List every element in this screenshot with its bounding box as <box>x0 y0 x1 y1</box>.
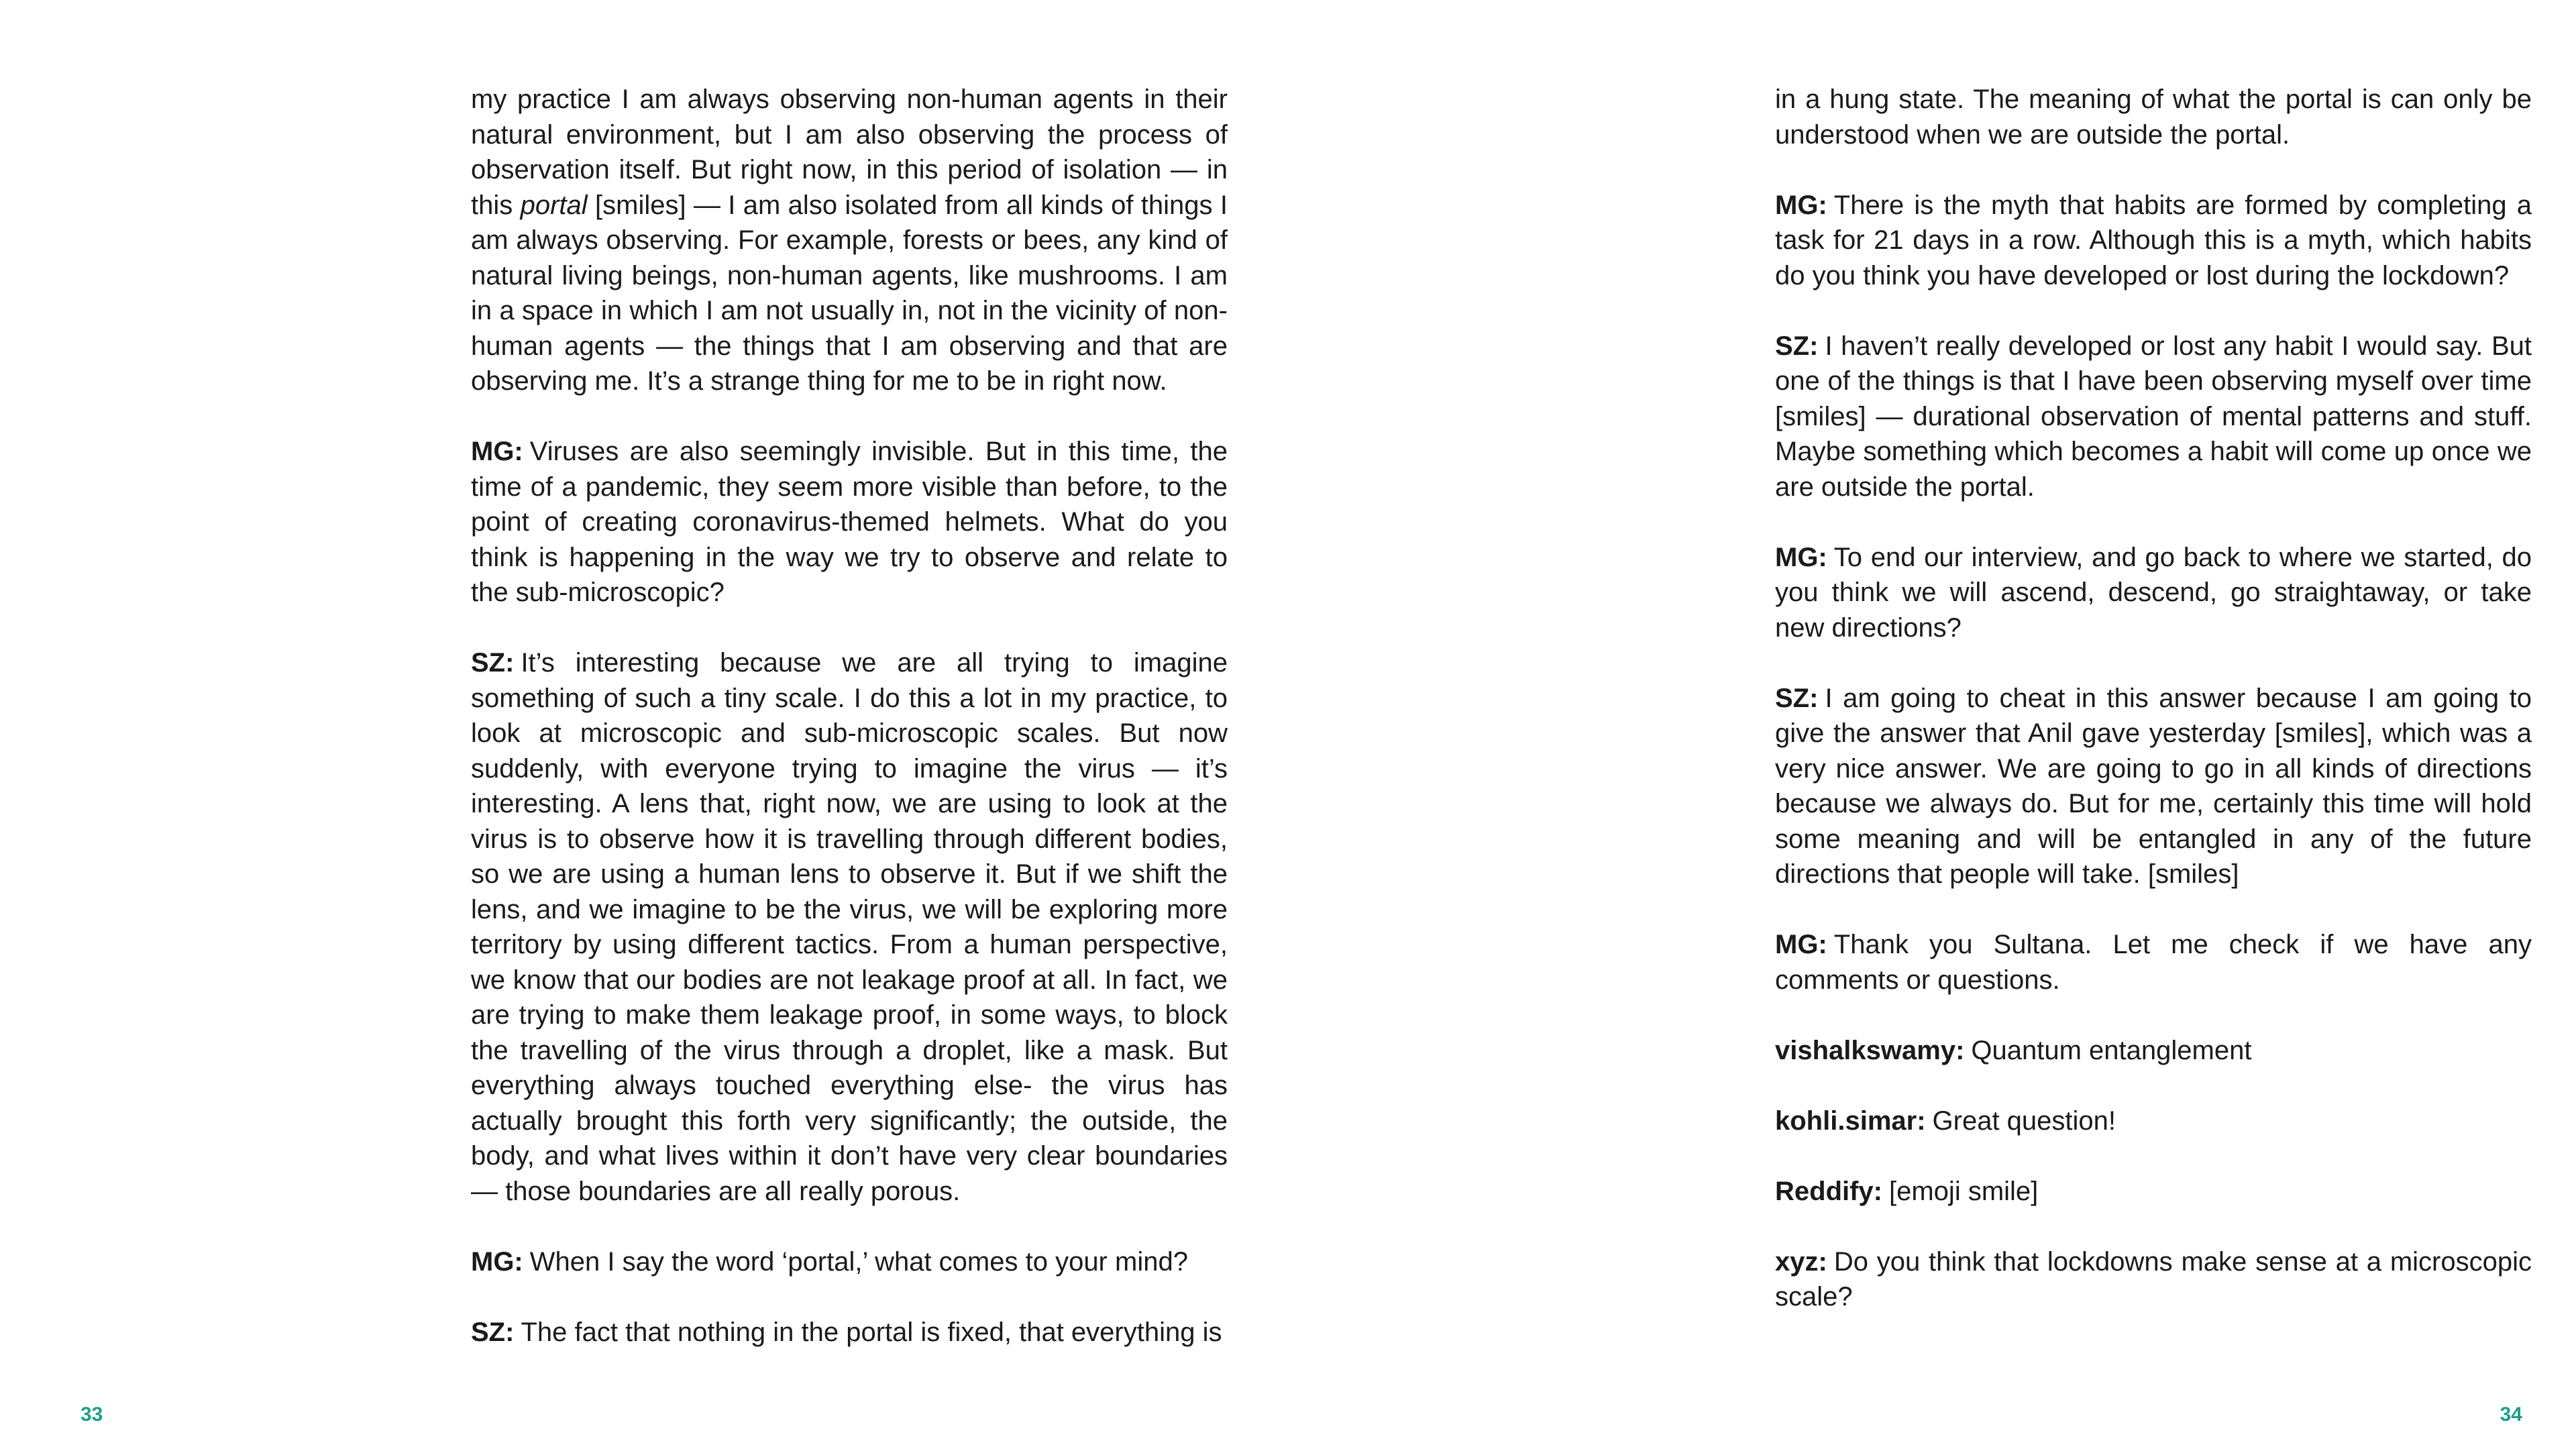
speaker-label: MG: <box>1775 930 1827 959</box>
comment <box>1775 1033 2532 1069</box>
paragraph-text: There is the myth that habits are formed by completing a task for 21 days in a row. Although this is a myth, which habits do you think you have developed or lost during the lockdown? <box>1775 190 2532 290</box>
speaker-label: SZ: <box>471 1317 515 1347</box>
paragraph <box>471 434 1228 610</box>
paragraph <box>471 82 1228 399</box>
comment <box>1775 1174 2532 1210</box>
paragraph-text: The fact that nothing in the portal is fixed, that everything is <box>521 1317 1222 1347</box>
comment-text: Great question! <box>1932 1106 2116 1136</box>
commenter-name: Reddify: <box>1775 1176 1882 1206</box>
page-number-left: 33 <box>80 1403 103 1426</box>
paragraph <box>471 645 1228 1209</box>
speaker-label: SZ: <box>471 648 515 678</box>
paragraph-text: When I say the word ‘portal,’ what comes to your mind? <box>529 1246 1188 1277</box>
paragraph-text: in a hung state. The meaning of what the portal is can only be understood when we are outside the portal. <box>1775 85 2532 150</box>
comment-text: Quantum entanglement <box>1971 1035 2252 1065</box>
comment <box>1775 1104 2532 1139</box>
text-before-emphasis: my practice I am always observing non-human agents in their natural environment, but I am also observing the process of observation itself. But right now, in this period of isolation — in this <box>471 85 1228 220</box>
speaker-label: SZ: <box>1775 331 1819 361</box>
paragraph-text: To end our interview, and go back to where we started, do you think we will ascend, descend, go straightaway, or take new directions? <box>1775 542 2532 643</box>
paragraph-text: Thank you Sultana. Let me check if we have any comments or questions. <box>1775 930 2532 995</box>
speaker-label: SZ: <box>1775 683 1819 713</box>
paragraph-text: It’s interesting because we are all trying to imagine something of such a tiny scale. I do this a lot in my practice, to look at microscopic and sub-microscopic scales. But now suddenly, with everyone trying to imagine the virus — it’s interesting. A lens that, right now, we are using to look at the virus is to observe how it is travelling through different bodies, so we are using a human lens to observe it. But if we shift the lens, and we imagine to be the virus, we will be exploring more territory by using different tactics. From a human perspective, we know that our bodies are not leakage proof at all. In fact, we are trying to make them leakage proof, in some ways, to block the travelling of the virus through a droplet, like a mask. But everything always touched everything else- the virus has actually brought this forth very significantly; the outside, the body, and what lives within it don’t have very clear boundaries — those boundaries are all really porous. <box>471 648 1228 1206</box>
emphasized-word: portal <box>520 190 588 220</box>
commenter-name: kohli.simar: <box>1775 1106 1926 1136</box>
text-after-emphasis: [smiles] — I am also isolated from all kinds of things I am always observing. For example, forests or bees, any kind of natural living beings, non-human agents, like mushrooms. I am in a space in which I am not usually in, not in the vicinity of non-human agents — the things that I am observing and that are observing me. It’s a strange thing for me to be in right now. <box>471 190 1228 396</box>
paragraph-text: Viruses are also seemingly invisible. But in this time, the time of a pandemic, they seem more visible than before, to the point of creating coronavirus-themed helmets. What do you think is happening in the way we try to observe and relate to the sub-microscopic? <box>471 437 1228 607</box>
speaker-label: MG: <box>471 437 523 466</box>
paragraph <box>1775 681 2532 892</box>
commenter-name: vishalkswamy: <box>1775 1035 1965 1065</box>
paragraph <box>1775 927 2532 998</box>
right-page-text <box>1775 82 2532 1350</box>
speaker-label: MG: <box>1775 190 1827 220</box>
paragraph <box>1775 188 2532 294</box>
paragraph <box>471 1244 1228 1280</box>
commenter-name: xyz: <box>1775 1246 1827 1277</box>
page-number-right: 34 <box>2500 1403 2522 1426</box>
left-page-text <box>471 82 1228 1385</box>
paragraph-text: I haven’t really developed or lost any habit I would say. But one of the things is that I have been observing myself over time [smiles] — durational observation of mental patterns and stuff. Maybe something which becomes a habit will come up once we are outside the portal. <box>1775 331 2532 502</box>
comment <box>1775 1244 2532 1315</box>
paragraph-text: I am going to cheat in this answer because I am going to give the answer that Anil gave yesterday [smiles], which was a very nice answer. We are going to go in all kinds of directions because we always do. But for me, certainly this time will hold some meaning and will be entangled in any of the future directions that people will take. [smiles] <box>1775 683 2532 889</box>
speaker-label: MG: <box>1775 542 1827 572</box>
comment-text: [emoji smile] <box>1889 1176 2039 1206</box>
paragraph <box>1775 329 2532 505</box>
speaker-label: MG: <box>471 1246 523 1277</box>
comment-text: Do you think that lockdowns make sense at a microscopic scale? <box>1775 1246 2532 1311</box>
paragraph <box>1775 82 2532 152</box>
paragraph <box>471 1315 1228 1350</box>
paragraph <box>1775 540 2532 646</box>
